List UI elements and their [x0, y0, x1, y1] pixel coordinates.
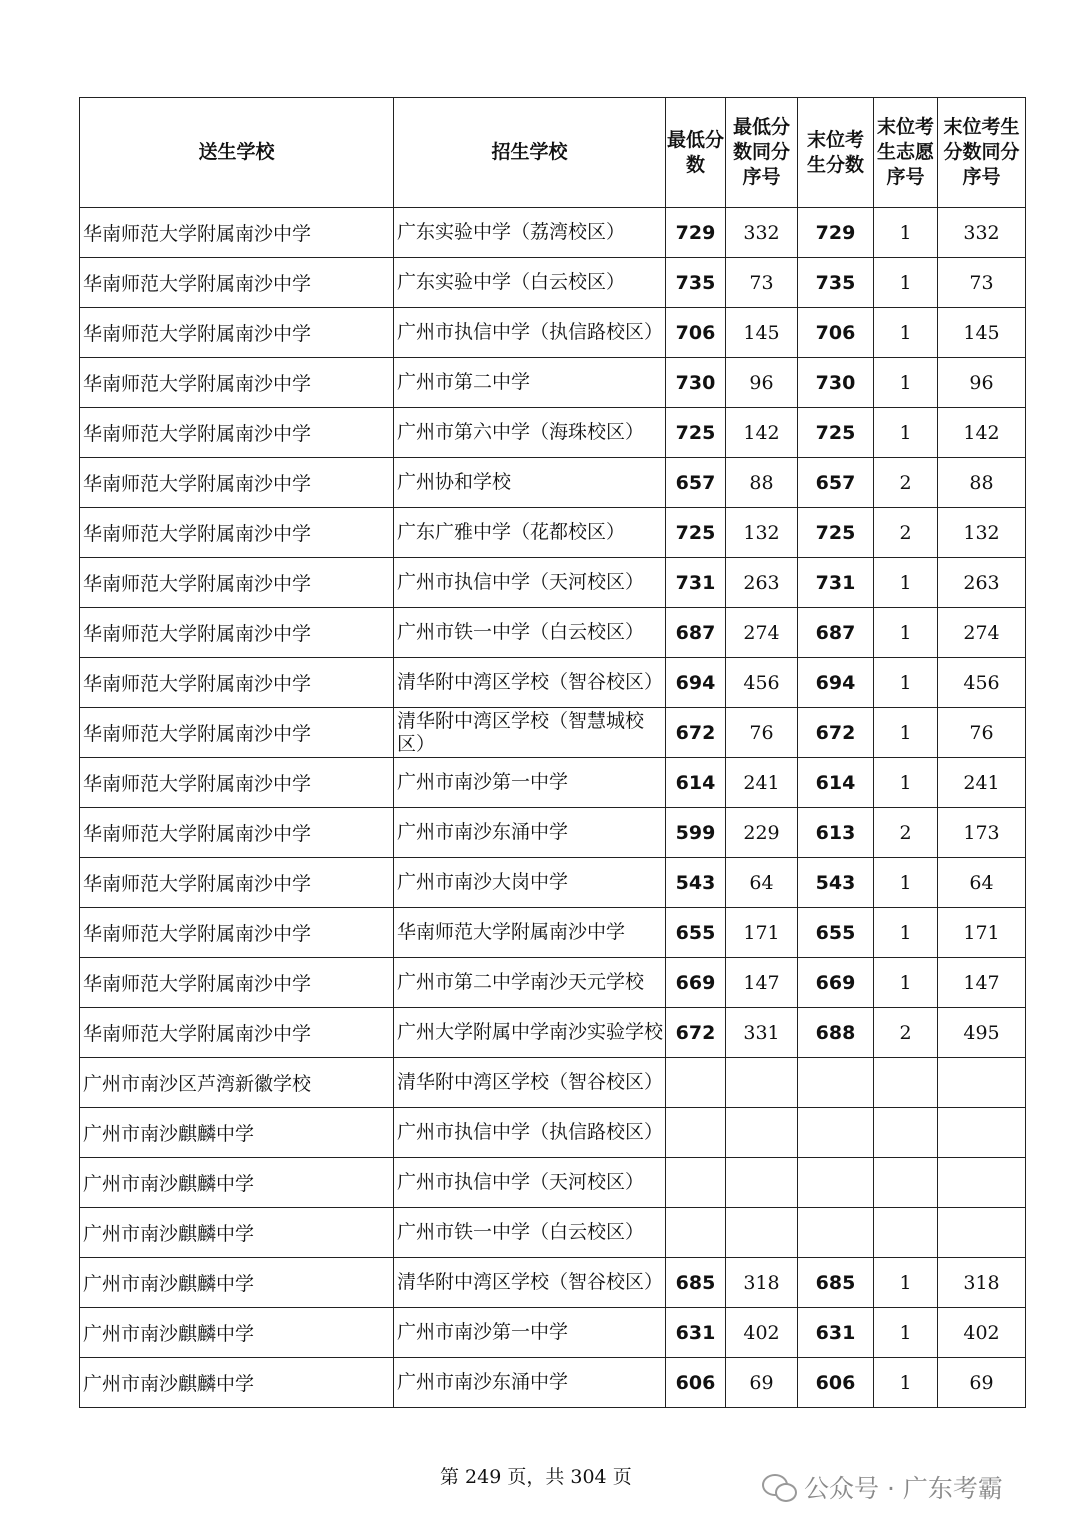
min-score-cell: 606	[666, 1358, 726, 1408]
sender-school-cell: 华南师范大学附属南沙中学	[80, 908, 394, 958]
min-score-rank-cell: 88	[726, 458, 798, 508]
last-score-rank-cell	[938, 1158, 1026, 1208]
admitting-school-cell: 清华附中湾区学校（智慧城校区）	[394, 708, 666, 758]
sender-school-cell: 华南师范大学附属南沙中学	[80, 558, 394, 608]
last-score-rank-cell: 147	[938, 958, 1026, 1008]
sender-school-cell: 广州市南沙麒麟中学	[80, 1158, 394, 1208]
last-score-rank-cell: 318	[938, 1258, 1026, 1308]
admitting-school-cell: 广东实验中学（荔湾校区）	[394, 208, 666, 258]
min-score-cell: 725	[666, 508, 726, 558]
last-score-cell: 730	[798, 358, 874, 408]
admitting-school-cell: 广州市铁一中学（白云校区）	[394, 1208, 666, 1258]
last-score-cell: 725	[798, 508, 874, 558]
last-score-cell: 694	[798, 658, 874, 708]
last-score-cell: 725	[798, 408, 874, 458]
header-admitting-school: 招生学校	[394, 98, 666, 208]
last-score-cell: 685	[798, 1258, 874, 1308]
last-choice-cell: 1	[874, 358, 938, 408]
min-score-rank-cell: 145	[726, 308, 798, 358]
sender-school-cell: 华南师范大学附属南沙中学	[80, 708, 394, 758]
min-score-rank-cell: 96	[726, 358, 798, 408]
admitting-school-cell: 广州市南沙第一中学	[394, 758, 666, 808]
min-score-rank-cell: 73	[726, 258, 798, 308]
min-score-cell: 694	[666, 658, 726, 708]
last-choice-cell: 1	[874, 1358, 938, 1408]
min-score-rank-cell: 142	[726, 408, 798, 458]
sender-school-cell: 华南师范大学附属南沙中学	[80, 658, 394, 708]
min-score-cell: 657	[666, 458, 726, 508]
admitting-school-cell: 广州市第二中学南沙天元学校	[394, 958, 666, 1008]
header-min-score-rank: 最低分数同分序号	[726, 98, 798, 208]
last-score-rank-cell: 132	[938, 508, 1026, 558]
table-row	[80, 408, 1026, 458]
min-score-cell: 685	[666, 1258, 726, 1308]
last-score-cell: 606	[798, 1358, 874, 1408]
table-row	[80, 308, 1026, 358]
last-score-cell: 655	[798, 908, 874, 958]
table-row	[80, 1358, 1026, 1408]
min-score-cell	[666, 1208, 726, 1258]
admitting-school-cell: 广州市执信中学（天河校区）	[394, 1158, 666, 1208]
min-score-rank-cell: 64	[726, 858, 798, 908]
watermark-text: 公众号 · 广东考霸	[804, 1474, 1003, 1503]
page-number: 第 249 页，共 304 页	[440, 1466, 632, 1488]
min-score-cell: 730	[666, 358, 726, 408]
admitting-school-cell: 广东实验中学（白云校区）	[394, 258, 666, 308]
min-score-rank-cell: 229	[726, 808, 798, 858]
table-row	[80, 958, 1026, 1008]
sender-school-cell: 广州市南沙麒麟中学	[80, 1208, 394, 1258]
sender-school-cell: 广州市南沙麒麟中学	[80, 1108, 394, 1158]
last-choice-cell: 2	[874, 1008, 938, 1058]
admitting-school-cell: 华南师范大学附属南沙中学	[394, 908, 666, 958]
last-score-rank-cell: 64	[938, 858, 1026, 908]
min-score-rank-cell: 76	[726, 708, 798, 758]
table-row	[80, 658, 1026, 708]
admitting-school-cell: 清华附中湾区学校（智谷校区）	[394, 1058, 666, 1108]
last-score-cell: 706	[798, 308, 874, 358]
admission-table	[79, 97, 1026, 1408]
last-score-rank-cell: 495	[938, 1008, 1026, 1058]
table-row	[80, 858, 1026, 908]
last-choice-cell	[874, 1208, 938, 1258]
last-choice-cell: 2	[874, 808, 938, 858]
header-min-score: 最低分数	[666, 98, 726, 208]
sender-school-cell: 华南师范大学附属南沙中学	[80, 858, 394, 908]
last-choice-cell: 1	[874, 308, 938, 358]
last-score-rank-cell: 332	[938, 208, 1026, 258]
min-score-cell: 672	[666, 1008, 726, 1058]
table-body	[80, 208, 1026, 1408]
admitting-school-cell: 广东广雅中学（花都校区）	[394, 508, 666, 558]
last-score-cell	[798, 1158, 874, 1208]
last-choice-cell: 1	[874, 1258, 938, 1308]
last-score-rank-cell	[938, 1108, 1026, 1158]
min-score-rank-cell: 69	[726, 1358, 798, 1408]
last-choice-cell: 1	[874, 858, 938, 908]
table-row	[80, 1208, 1026, 1258]
min-score-cell: 543	[666, 858, 726, 908]
last-score-rank-cell: 76	[938, 708, 1026, 758]
min-score-rank-cell	[726, 1108, 798, 1158]
table-row	[80, 1308, 1026, 1358]
sender-school-cell: 华南师范大学附属南沙中学	[80, 258, 394, 308]
last-score-rank-cell	[938, 1208, 1026, 1258]
header-sender-school: 送生学校	[80, 98, 394, 208]
sender-school-cell: 华南师范大学附属南沙中学	[80, 1008, 394, 1058]
min-score-cell: 735	[666, 258, 726, 308]
table-row	[80, 558, 1026, 608]
last-choice-cell: 1	[874, 208, 938, 258]
table-row	[80, 1258, 1026, 1308]
last-choice-cell: 1	[874, 908, 938, 958]
last-score-cell	[798, 1108, 874, 1158]
admitting-school-cell: 广州市执信中学（执信路校区）	[394, 308, 666, 358]
min-score-cell: 729	[666, 208, 726, 258]
last-score-cell: 669	[798, 958, 874, 1008]
last-score-rank-cell: 173	[938, 808, 1026, 858]
last-score-rank-cell: 171	[938, 908, 1026, 958]
table-row	[80, 1008, 1026, 1058]
last-choice-cell: 1	[874, 758, 938, 808]
last-score-cell: 687	[798, 608, 874, 658]
table-row	[80, 1058, 1026, 1108]
last-choice-cell: 1	[874, 1308, 938, 1358]
admitting-school-cell: 广州市第六中学（海珠校区）	[394, 408, 666, 458]
table-row	[80, 258, 1026, 308]
min-score-rank-cell	[726, 1208, 798, 1258]
admitting-school-cell: 广州市南沙东涌中学	[394, 808, 666, 858]
header-last-choice: 末位考生志愿序号	[874, 98, 938, 208]
last-choice-cell: 2	[874, 458, 938, 508]
last-score-cell: 688	[798, 1008, 874, 1058]
last-choice-cell: 1	[874, 258, 938, 308]
last-choice-cell: 1	[874, 958, 938, 1008]
min-score-cell: 672	[666, 708, 726, 758]
sender-school-cell: 华南师范大学附属南沙中学	[80, 958, 394, 1008]
admitting-school-cell: 广州协和学校	[394, 458, 666, 508]
min-score-rank-cell: 456	[726, 658, 798, 708]
sender-school-cell: 华南师范大学附属南沙中学	[80, 758, 394, 808]
min-score-rank-cell: 147	[726, 958, 798, 1008]
last-score-cell: 735	[798, 258, 874, 308]
last-score-rank-cell: 456	[938, 658, 1026, 708]
last-choice-cell	[874, 1158, 938, 1208]
watermark	[762, 1469, 1003, 1505]
wechat-icon	[762, 1472, 796, 1502]
sender-school-cell: 广州市南沙区芦湾新徽学校	[80, 1058, 394, 1108]
last-score-rank-cell: 73	[938, 258, 1026, 308]
last-score-rank-cell: 241	[938, 758, 1026, 808]
last-score-rank-cell: 145	[938, 308, 1026, 358]
min-score-cell	[666, 1108, 726, 1158]
last-score-cell: 631	[798, 1308, 874, 1358]
sender-school-cell: 华南师范大学附属南沙中学	[80, 408, 394, 458]
admitting-school-cell: 广州大学附属中学南沙实验学校	[394, 1008, 666, 1058]
table-row	[80, 908, 1026, 958]
last-choice-cell: 2	[874, 508, 938, 558]
header-last-score-rank: 末位考生分数同分序号	[938, 98, 1026, 208]
last-score-rank-cell: 142	[938, 408, 1026, 458]
admitting-school-cell: 广州市南沙东涌中学	[394, 1358, 666, 1408]
sender-school-cell: 华南师范大学附属南沙中学	[80, 608, 394, 658]
last-score-rank-cell: 69	[938, 1358, 1026, 1408]
sender-school-cell: 华南师范大学附属南沙中学	[80, 508, 394, 558]
table-row	[80, 608, 1026, 658]
min-score-cell: 687	[666, 608, 726, 658]
admitting-school-cell: 广州市南沙第一中学	[394, 1308, 666, 1358]
min-score-cell: 655	[666, 908, 726, 958]
table-row	[80, 1158, 1026, 1208]
last-score-cell: 657	[798, 458, 874, 508]
last-choice-cell	[874, 1108, 938, 1158]
last-score-rank-cell: 96	[938, 358, 1026, 408]
admitting-school-cell: 清华附中湾区学校（智谷校区）	[394, 1258, 666, 1308]
last-score-cell	[798, 1058, 874, 1108]
min-score-rank-cell: 331	[726, 1008, 798, 1058]
min-score-rank-cell: 241	[726, 758, 798, 808]
last-score-cell: 543	[798, 858, 874, 908]
sender-school-cell: 华南师范大学附属南沙中学	[80, 308, 394, 358]
min-score-cell	[666, 1058, 726, 1108]
min-score-cell: 731	[666, 558, 726, 608]
admitting-school-cell: 广州市铁一中学（白云校区）	[394, 608, 666, 658]
min-score-rank-cell: 274	[726, 608, 798, 658]
last-score-rank-cell: 274	[938, 608, 1026, 658]
table-row	[80, 458, 1026, 508]
last-score-cell: 672	[798, 708, 874, 758]
last-score-rank-cell	[938, 1058, 1026, 1108]
table-row	[80, 358, 1026, 408]
min-score-cell: 631	[666, 1308, 726, 1358]
last-choice-cell: 1	[874, 658, 938, 708]
min-score-rank-cell	[726, 1058, 798, 1108]
sender-school-cell: 华南师范大学附属南沙中学	[80, 358, 394, 408]
sender-school-cell: 广州市南沙麒麟中学	[80, 1258, 394, 1308]
last-score-cell	[798, 1208, 874, 1258]
table-row	[80, 208, 1026, 258]
table-row	[80, 508, 1026, 558]
last-score-rank-cell: 88	[938, 458, 1026, 508]
min-score-rank-cell: 132	[726, 508, 798, 558]
last-score-cell: 614	[798, 758, 874, 808]
min-score-cell: 706	[666, 308, 726, 358]
last-score-cell: 731	[798, 558, 874, 608]
admitting-school-cell: 广州市第二中学	[394, 358, 666, 408]
admitting-school-cell: 清华附中湾区学校（智谷校区）	[394, 658, 666, 708]
min-score-rank-cell	[726, 1158, 798, 1208]
last-choice-cell: 1	[874, 558, 938, 608]
last-score-rank-cell: 263	[938, 558, 1026, 608]
header-last-score: 末位考生分数	[798, 98, 874, 208]
min-score-rank-cell: 263	[726, 558, 798, 608]
table-row	[80, 808, 1026, 858]
sender-school-cell: 华南师范大学附属南沙中学	[80, 458, 394, 508]
sender-school-cell: 华南师范大学附属南沙中学	[80, 208, 394, 258]
last-score-cell: 729	[798, 208, 874, 258]
min-score-rank-cell: 318	[726, 1258, 798, 1308]
table-row	[80, 708, 1026, 758]
sender-school-cell: 广州市南沙麒麟中学	[80, 1358, 394, 1408]
min-score-rank-cell: 402	[726, 1308, 798, 1358]
min-score-cell: 725	[666, 408, 726, 458]
table-row	[80, 1108, 1026, 1158]
sender-school-cell: 广州市南沙麒麟中学	[80, 1308, 394, 1358]
last-score-cell: 613	[798, 808, 874, 858]
min-score-rank-cell: 171	[726, 908, 798, 958]
min-score-cell	[666, 1158, 726, 1208]
sender-school-cell: 华南师范大学附属南沙中学	[80, 808, 394, 858]
admitting-school-cell: 广州市执信中学（执信路校区）	[394, 1108, 666, 1158]
min-score-cell: 614	[666, 758, 726, 808]
last-score-rank-cell: 402	[938, 1308, 1026, 1358]
admitting-school-cell: 广州市执信中学（天河校区）	[394, 558, 666, 608]
admitting-school-cell: 广州市南沙大岗中学	[394, 858, 666, 908]
min-score-rank-cell: 332	[726, 208, 798, 258]
min-score-cell: 599	[666, 808, 726, 858]
last-choice-cell: 1	[874, 708, 938, 758]
last-choice-cell: 1	[874, 408, 938, 458]
min-score-cell: 669	[666, 958, 726, 1008]
table-row	[80, 758, 1026, 808]
table-header	[80, 98, 1026, 208]
last-choice-cell	[874, 1058, 938, 1108]
last-choice-cell: 1	[874, 608, 938, 658]
